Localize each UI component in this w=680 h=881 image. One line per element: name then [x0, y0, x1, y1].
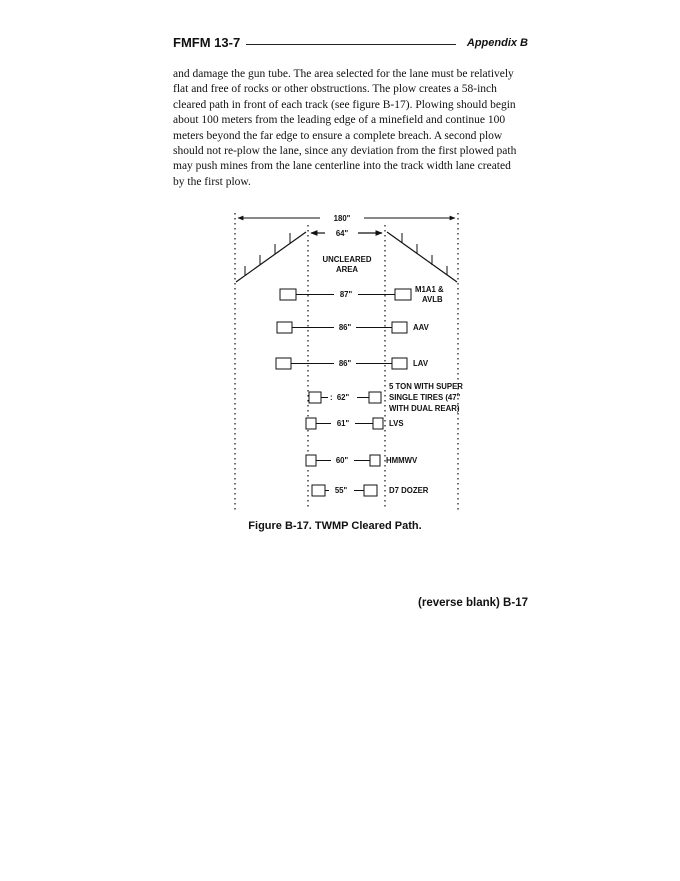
vehicle-width-label: 61" [336, 419, 350, 428]
vehicle-width-label: 86" [338, 359, 352, 368]
vehicle-name-line2: AVLB [422, 295, 443, 304]
header-title: FMFM 13-7 [173, 35, 241, 50]
vehicle-row-d7-dozer [312, 485, 429, 496]
vehicle-row-m1a1 [280, 285, 444, 304]
left-track [277, 322, 292, 333]
center-width-label: 64" [335, 229, 349, 238]
body-line: flat and free of rocks or other obstructions. The plow creates a 58-inch [173, 83, 497, 96]
right-track [395, 289, 411, 300]
body-line: cleared path in front of each track (see figure B-17). Plowing should begin [173, 98, 516, 111]
vehicle-width-label: 62" [336, 393, 350, 402]
vehicle-width-label: 60" [335, 456, 349, 465]
body-line: should not re-plow the lane, since any deviation from the first plowed path [173, 145, 517, 158]
left-track [306, 455, 316, 466]
body-line: by the first plow. [173, 175, 251, 188]
right-track [370, 455, 380, 466]
vehicle-row-hmmwv [306, 455, 418, 466]
figure-caption: Figure B-17. TWMP Cleared Path. [248, 520, 422, 532]
vehicle-width-label: 55" [334, 486, 348, 495]
left-track [276, 358, 291, 369]
body-line: may push mines from the lane centerline into the track width lane created [173, 160, 511, 173]
vehicle-row-lav [276, 358, 429, 369]
page-footer: (reverse blank) B-17 [418, 597, 528, 609]
right-track [369, 392, 381, 403]
right-track [392, 358, 407, 369]
left-plow-tines [245, 233, 290, 275]
vehicle-row-aav [277, 322, 430, 333]
header-appendix: Appendix B [466, 37, 528, 49]
vehicle-row-lvs [306, 418, 404, 429]
vehicle-name: HMMWV [386, 456, 418, 465]
uncleared-label-line1: UNCLEARED [322, 255, 372, 264]
right-track [364, 485, 377, 496]
vehicle-row-5-ton [309, 382, 463, 413]
vehicle-name: D7 DOZER [389, 486, 429, 495]
body-line: about 100 meters from the leading edge of a minefield and continue 100 [173, 114, 506, 127]
left-track [312, 485, 325, 496]
vehicle-name-line3: WITH DUAL REAR) [389, 404, 460, 413]
overall-width-label: 180" [333, 214, 351, 223]
body-line: and damage the gun tube. The area selected for the lane must be relatively [173, 68, 514, 80]
uncleared-label-line2: AREA [335, 265, 359, 274]
right-plow-tines [402, 233, 447, 275]
vehicle-name: 5 TON WITH SUPER [389, 382, 463, 391]
vehicle-width-label: 86" [338, 323, 352, 332]
vehicle-name: AAV [413, 323, 429, 332]
body-line: meters beyond the far edge to ensure a complete breach. A second plow [173, 129, 503, 142]
right-track [392, 322, 407, 333]
left-track [306, 418, 316, 429]
left-plow-blade [236, 232, 306, 282]
vehicle-width-label: 87" [339, 290, 353, 299]
vehicle-name: M1A1 & [415, 285, 444, 294]
left-track [309, 392, 321, 403]
vehicle-name-line2: SINGLE TIRES (47" [389, 393, 461, 402]
vehicle-width-label-prefix: : [330, 393, 333, 402]
vehicle-name: LVS [389, 419, 404, 428]
left-track [280, 289, 296, 300]
vehicle-name: LAV [413, 359, 429, 368]
right-track [373, 418, 383, 429]
